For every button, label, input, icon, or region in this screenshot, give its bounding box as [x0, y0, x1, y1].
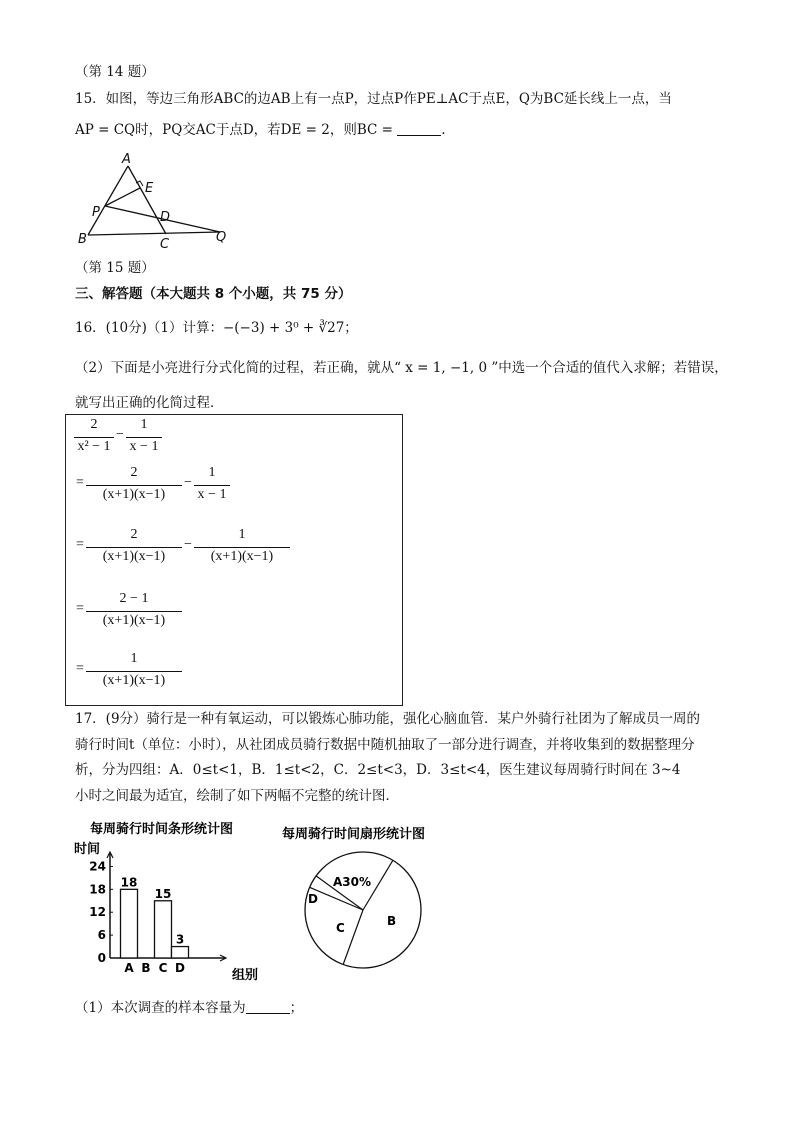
q17-line1: 17．(9分）骑行是一种有氧运动，可以锻炼心肺功能，强化心脑血管．某户外骑行社团为了解成员一周的	[75, 711, 701, 727]
label-d: D	[160, 210, 171, 225]
step4-num1: 2 − 1	[119, 591, 149, 606]
bar-chart	[70, 815, 270, 990]
step3-den1: (x+1)(x−1)	[102, 549, 166, 564]
step3-den2: (x+1)(x−1)	[210, 549, 274, 564]
bar-ytick-label: 12	[89, 905, 106, 920]
bar-ytick-label: 18	[89, 882, 106, 897]
pie-chart-title: 每周骑行时间扇形统计图	[282, 827, 426, 842]
label-p: P	[92, 205, 100, 220]
q17-sub1-end: ；	[289, 1000, 304, 1016]
side-ab	[88, 166, 128, 235]
bar-value-label: 15	[154, 886, 172, 901]
step3-minus: −	[184, 537, 192, 552]
step2-den1: (x+1)(x−1)	[102, 487, 166, 502]
step2-minus: −	[184, 475, 192, 490]
section-3-heading: 三、解答题（本大题共 8 个小题，共 75 分）	[75, 286, 352, 302]
q14-caption: （第 14 题）	[75, 64, 155, 80]
bar-category-label: B	[141, 961, 151, 975]
q17-sub1	[75, 998, 303, 1018]
bar-ytick-label: 6	[97, 928, 106, 943]
step-4	[74, 591, 374, 635]
bar	[155, 901, 172, 958]
q16-line1: 16．(10分)（1）计算：−(−3) + 3⁰ + ∛27；	[75, 320, 358, 336]
q15-line2-text: AP = CQ时，PQ交AC于点D，若DE = 2，则BC =	[75, 122, 398, 138]
q16-line2: （2）下面是小亮进行分式化简的过程，若正确，就从“ x = 1, −1, 0 ”中选一个合适的值代入求解；若错误，	[75, 360, 728, 376]
pie-slice-label: D	[308, 892, 318, 906]
q17-line4: 小时之间最为适宜，绘制了如下两幅不完整的统计图．	[75, 788, 399, 804]
bar-value-label: 18	[120, 875, 138, 890]
q15-triangle-figure	[70, 150, 240, 255]
label-e: E	[145, 181, 154, 196]
bar-ytick-label: 24	[89, 859, 106, 874]
step3-num1: 2	[130, 527, 138, 542]
step5-eq: =	[76, 661, 84, 676]
q17-sub1-blank[interactable]	[246, 999, 290, 1014]
q17-line3: 析，分为四组：A．0≤t<1，B．1≤t<2，C．2≤t<3，D．3≤t<4，医生建议每周骑行时间在 3~4	[75, 762, 681, 778]
label-q: Q	[216, 230, 227, 245]
step1-minus: −	[116, 427, 124, 442]
bar-value-label: 3	[175, 932, 185, 947]
pie-slice-label: C	[336, 921, 345, 935]
step5-num1: 1	[130, 651, 138, 666]
label-b: B	[78, 232, 87, 247]
step1-den2: x − 1	[129, 439, 159, 454]
bar-category-label: A	[124, 961, 134, 975]
q17-line2: 骑行时间t（单位：小时），从社团成员骑行数据中随机抽取了一部分进行调查，并将收集到的数据整理分	[75, 737, 695, 753]
q15-line1: 15．如图，等边三角形ABC的边AB上有一点P，过点P作PE⊥AC于点E，Q为BC延长线上一点，当	[75, 91, 672, 107]
step-1	[74, 417, 374, 461]
bar-chart-xlabel: 组别	[232, 968, 259, 983]
step2-num2: 1	[208, 465, 216, 480]
label-c: C	[160, 237, 170, 252]
step4-eq: =	[76, 601, 84, 616]
step2-den2: x − 1	[197, 487, 227, 502]
step-2	[74, 465, 374, 509]
label-a: A	[122, 152, 131, 167]
step-3	[74, 527, 374, 571]
pie-slice-label: A30%	[333, 875, 372, 889]
bar-category-label: C	[158, 961, 168, 975]
step5-den1: (x+1)(x−1)	[102, 673, 166, 688]
q17-sub1-text: （1）本次调查的样本容量为	[75, 1000, 246, 1016]
step1-num2: 1	[140, 417, 148, 432]
bar	[121, 889, 138, 958]
step-5	[74, 651, 374, 695]
step1-num1: 2	[90, 417, 98, 432]
step2-num1: 2	[130, 465, 138, 480]
bar-category-label: D	[175, 961, 185, 975]
step4-den1: (x+1)(x−1)	[102, 613, 166, 628]
step1-den1: x² − 1	[77, 439, 111, 454]
bar-chart-title: 每周骑行时间条形统计图	[90, 822, 234, 837]
step3-num2: 1	[238, 527, 246, 542]
step3-eq: =	[76, 537, 84, 552]
bar	[172, 947, 189, 958]
bar-chart-ylabel: 时间	[74, 842, 101, 857]
bar-ytick-label: 0	[97, 951, 106, 965]
line-bq	[88, 232, 220, 235]
pie-chart	[278, 820, 453, 980]
q15-answer-blank[interactable]	[397, 121, 441, 136]
simplification-box	[65, 414, 403, 706]
q15-line2	[75, 120, 446, 140]
q16-line3: 就写出正确的化简过程．	[75, 395, 224, 411]
q15-line2-end: .	[441, 122, 446, 138]
pie-slice-label: B	[387, 914, 397, 928]
step2-eq: =	[76, 475, 84, 490]
q15-caption: （第 15 题）	[75, 260, 155, 276]
